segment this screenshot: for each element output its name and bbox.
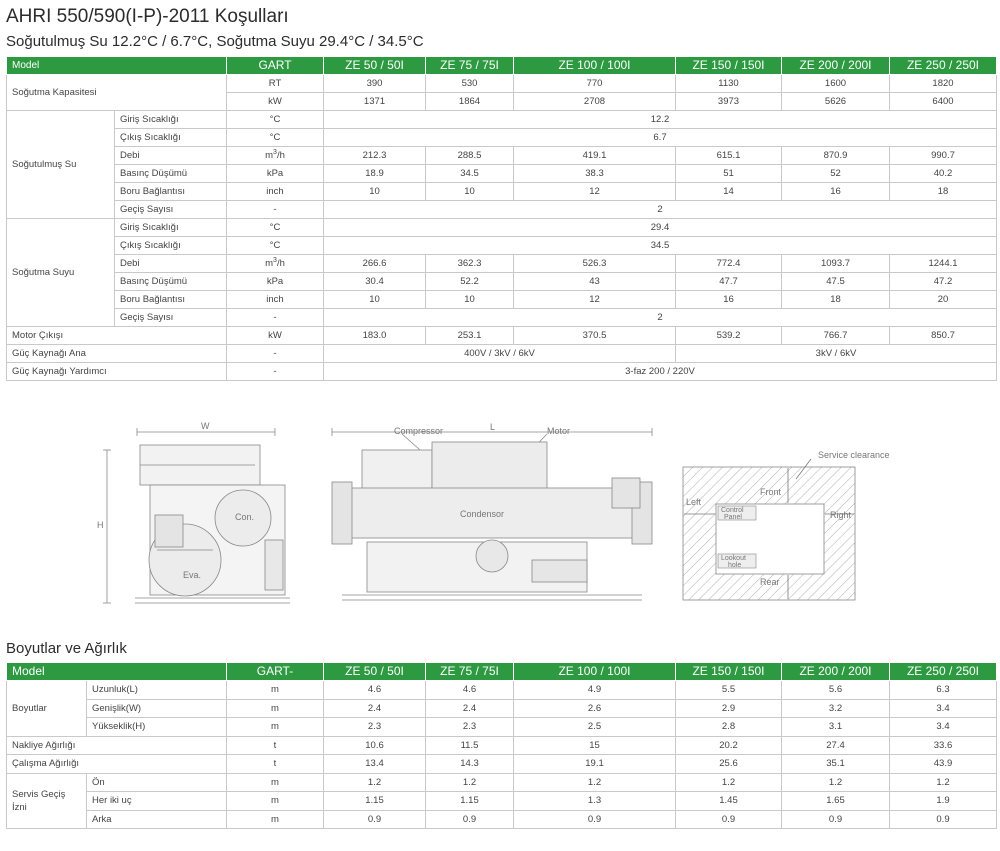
table-row: [7, 165, 997, 183]
value-cell: 1.2: [890, 773, 997, 792]
dim-h-label: H: [97, 520, 104, 530]
value-cell: 362.3: [426, 255, 514, 273]
value-cell: 2.8: [676, 718, 782, 737]
header-model-5: ZE 200 / 200I: [782, 663, 890, 681]
value-cell: 850.7: [890, 327, 997, 345]
value-cell: 3.4: [890, 699, 997, 718]
table-row: [7, 810, 997, 829]
unit-cell: -: [227, 309, 324, 327]
row-label: Ön: [87, 773, 227, 792]
row-label: Motor Çıkışı: [7, 327, 227, 345]
header-model-1: ZE 50 / 50I: [324, 663, 426, 681]
header-model: Model: [7, 663, 227, 681]
value-cell: 43: [514, 273, 676, 291]
value-cell: 4.6: [426, 681, 514, 700]
value-cell: 3973: [676, 93, 782, 111]
unit-cell: °C: [227, 219, 324, 237]
table-row: [7, 75, 997, 93]
page-subtitle: Soğutulmuş Su 12.2°C / 6.7°C, Soğutma Suyu 29.4°C / 34.5°C: [6, 33, 424, 50]
table-row: [7, 147, 997, 165]
value-cell: 47.5: [782, 273, 890, 291]
value-cell: 34.5: [324, 237, 997, 255]
unit-cell: -: [227, 363, 324, 381]
motor-label: Motor: [547, 426, 571, 436]
value-cell: 0.9: [676, 810, 782, 829]
value-cell: 1.65: [782, 792, 890, 811]
unit-cell: t: [227, 755, 324, 774]
value-cell: 6.3: [890, 681, 997, 700]
dims-heading: Boyutlar ve Ağırlık: [6, 640, 127, 657]
unit-base: m: [265, 258, 274, 269]
eva-label: Eva.: [183, 570, 202, 580]
value-cell: 615.1: [676, 147, 782, 165]
unit-cell: m: [227, 773, 324, 792]
value-cell: 0.9: [426, 810, 514, 829]
value-cell: 30.4: [324, 273, 426, 291]
value-cell: 20: [890, 291, 997, 309]
value-cell: 6400: [890, 93, 997, 111]
row-label: Geçiş Sayısı: [115, 309, 227, 327]
value-cell: 1.2: [514, 773, 676, 792]
header-model-2: ZE 75 / 75I: [426, 663, 514, 681]
value-cell: 14: [676, 183, 782, 201]
table-row: [7, 273, 997, 291]
spec-header-row: [7, 57, 997, 75]
value-cell: 870.9: [782, 147, 890, 165]
value-cell: 3.2: [782, 699, 890, 718]
value-cell: 1.45: [676, 792, 782, 811]
group-label: Boyutlar: [7, 681, 87, 737]
value-cell: 13.4: [324, 755, 426, 774]
header-model-4: ZE 150 / 150I: [676, 663, 782, 681]
unit-cell: °C: [227, 111, 324, 129]
value-cell: 15: [514, 736, 676, 755]
value-cell: 1371: [324, 93, 426, 111]
unit-cell: -: [227, 345, 324, 363]
con-label: Con.: [235, 512, 255, 522]
value-cell: 266.6: [324, 255, 426, 273]
value-cell: 5626: [782, 93, 890, 111]
dim-l-label: L: [490, 422, 496, 432]
value-cell: 2.9: [676, 699, 782, 718]
header-model-3: ZE 100 / 100I: [514, 57, 676, 75]
value-cell: 4.6: [324, 681, 426, 700]
left-label: Left: [686, 497, 702, 507]
value-cell: 10: [324, 291, 426, 309]
unit-cell: m: [227, 681, 324, 700]
service-clearance-label: Service clearance: [818, 450, 890, 460]
unit-cell: m: [227, 792, 324, 811]
unit-cell: [227, 255, 324, 273]
value-cell: 1.3: [514, 792, 676, 811]
row-label: Genişlik(W): [87, 699, 227, 718]
header-model-6: ZE 250 / 250I: [890, 57, 997, 75]
value-cell: 0.9: [514, 810, 676, 829]
value-cell: 2708: [514, 93, 676, 111]
value-cell: 16: [782, 183, 890, 201]
value-cell: 33.6: [890, 736, 997, 755]
value-cell: 18: [890, 183, 997, 201]
value-cell: 3.4: [890, 718, 997, 737]
row-label: Debi: [115, 255, 227, 273]
lookout-label-1: Lookout: [721, 555, 746, 562]
value-cell: 34.5: [426, 165, 514, 183]
row-label: Yükseklik(H): [87, 718, 227, 737]
value-cell: 18: [782, 291, 890, 309]
svc-label-2: İzni: [12, 801, 27, 813]
control-panel-label-1: Control: [721, 507, 744, 514]
row-label: Nakliye Ağırlığı: [7, 736, 227, 755]
unit-cell: m: [227, 718, 324, 737]
value-cell: 370.5: [514, 327, 676, 345]
table-row: [7, 736, 997, 755]
unit-cell: inch: [227, 291, 324, 309]
value-cell: 400V / 3kV / 6kV: [324, 345, 676, 363]
spec-table: [6, 56, 997, 381]
value-cell: 2.4: [324, 699, 426, 718]
value-cell: 2.3: [324, 718, 426, 737]
value-cell: 5.5: [676, 681, 782, 700]
value-cell: 52: [782, 165, 890, 183]
value-cell: 526.3: [514, 255, 676, 273]
value-cell: 1093.7: [782, 255, 890, 273]
dims-header-row: [7, 663, 997, 681]
value-cell: 12: [514, 291, 676, 309]
unit-cell: kW: [227, 327, 324, 345]
table-row: [7, 309, 997, 327]
unit-cell: m: [227, 699, 324, 718]
value-cell: 2.4: [426, 699, 514, 718]
value-cell: 40.2: [890, 165, 997, 183]
table-row: [7, 291, 997, 309]
dims-table: [6, 662, 997, 829]
table-row: [7, 792, 997, 811]
value-cell: 27.4: [782, 736, 890, 755]
table-row: [7, 327, 997, 345]
right-label: Right: [830, 510, 852, 520]
table-row: [7, 773, 997, 792]
value-cell: 2.5: [514, 718, 676, 737]
value-cell: 10: [426, 183, 514, 201]
value-cell: 1.2: [676, 773, 782, 792]
value-cell: 766.7: [782, 327, 890, 345]
value-cell: 183.0: [324, 327, 426, 345]
table-row: [7, 111, 997, 129]
table-row: [7, 681, 997, 700]
value-cell: 2: [324, 309, 997, 327]
table-row: [7, 363, 997, 381]
value-cell: 19.1: [514, 755, 676, 774]
value-cell: 10.6: [324, 736, 426, 755]
value-cell: 253.1: [426, 327, 514, 345]
row-label: Her iki uç: [87, 792, 227, 811]
value-cell: 3-faz 200 / 220V: [324, 363, 997, 381]
end-view-drawing: [95, 420, 300, 615]
unit-cell: -: [227, 201, 324, 219]
header-model-4: ZE 150 / 150I: [676, 57, 782, 75]
header-model-2: ZE 75 / 75I: [426, 57, 514, 75]
value-cell: 18.9: [324, 165, 426, 183]
compressor-label: Compressor: [394, 426, 444, 436]
group-label: Soğutulmuş Su: [7, 111, 115, 219]
value-cell: 43.9: [890, 755, 997, 774]
value-cell: 10: [426, 291, 514, 309]
control-panel-label-2: Panel: [724, 514, 742, 521]
value-cell: 539.2: [676, 327, 782, 345]
dim-w-label: W: [201, 421, 210, 431]
table-row: [7, 201, 997, 219]
group-label: Soğutma Suyu: [7, 219, 115, 327]
lookout-label-2: hole: [728, 562, 742, 569]
row-label: Boru Bağlantısı: [115, 291, 227, 309]
row-label: Giriş Sıcaklığı: [115, 219, 227, 237]
page-title: AHRI 550/590(I-P)-2011 Koşulları: [6, 6, 289, 27]
value-cell: 390: [324, 75, 426, 93]
value-cell: 2.3: [426, 718, 514, 737]
table-row: [7, 183, 997, 201]
row-label: Uzunluk(L): [87, 681, 227, 700]
table-row: [7, 755, 997, 774]
value-cell: 12.2: [324, 111, 997, 129]
value-cell: 419.1: [514, 147, 676, 165]
table-row: [7, 345, 997, 363]
row-label: Geçiş Sayısı: [115, 201, 227, 219]
value-cell: 12: [514, 183, 676, 201]
unit-cell: °C: [227, 237, 324, 255]
value-cell: 288.5: [426, 147, 514, 165]
unit-cell: RT: [227, 75, 324, 93]
service-clearance-drawing: [678, 442, 903, 607]
value-cell: 38.3: [514, 165, 676, 183]
value-cell: 25.6: [676, 755, 782, 774]
value-cell: 530: [426, 75, 514, 93]
unit-cell: [227, 147, 324, 165]
condensor-label: Condensor: [460, 509, 505, 519]
unit-cell: kPa: [227, 165, 324, 183]
value-cell: 1.9: [890, 792, 997, 811]
value-cell: 1.2: [782, 773, 890, 792]
row-label: Boru Bağlantısı: [115, 183, 227, 201]
table-row: [7, 219, 997, 237]
table-row: [7, 718, 997, 737]
unit-cell: inch: [227, 183, 324, 201]
group-label: [7, 773, 87, 829]
value-cell: 35.1: [782, 755, 890, 774]
value-cell: 2.6: [514, 699, 676, 718]
value-cell: 52.2: [426, 273, 514, 291]
front-label: Front: [760, 487, 782, 497]
table-row: [7, 255, 997, 273]
row-label: Giriş Sıcaklığı: [115, 111, 227, 129]
row-label: Soğutma Kapasitesi: [7, 75, 227, 111]
unit-tail: /h: [276, 150, 285, 161]
value-cell: 6.7: [324, 129, 997, 147]
value-cell: 1820: [890, 75, 997, 93]
row-label: Güç Kaynağı Ana: [7, 345, 227, 363]
unit-cell: t: [227, 736, 324, 755]
value-cell: 0.9: [782, 810, 890, 829]
value-cell: 1.2: [426, 773, 514, 792]
row-label: Debi: [115, 147, 227, 165]
row-label: Çıkış Sıcaklığı: [115, 237, 227, 255]
table-row: [7, 699, 997, 718]
value-cell: 3.1: [782, 718, 890, 737]
value-cell: 990.7: [890, 147, 997, 165]
value-cell: 29.4: [324, 219, 997, 237]
value-cell: 5.6: [782, 681, 890, 700]
value-cell: 772.4: [676, 255, 782, 273]
value-cell: 47.2: [890, 273, 997, 291]
value-cell: 16: [676, 291, 782, 309]
value-cell: 1864: [426, 93, 514, 111]
unit-cell: m: [227, 810, 324, 829]
header-model-5: ZE 200 / 200I: [782, 57, 890, 75]
header-model-3: ZE 100 / 100I: [514, 663, 676, 681]
rear-label: Rear: [760, 577, 780, 587]
unit-cell: kW: [227, 93, 324, 111]
value-cell: 0.9: [324, 810, 426, 829]
unit-sup: 3: [273, 256, 277, 264]
header-model: Model: [7, 57, 227, 75]
value-cell: 212.3: [324, 147, 426, 165]
row-label: Çıkış Sıcaklığı: [115, 129, 227, 147]
value-cell: 2: [324, 201, 997, 219]
side-view-drawing: [322, 420, 662, 615]
header-model-1: ZE 50 / 50I: [324, 57, 426, 75]
table-row: [7, 129, 997, 147]
value-cell: 11.5: [426, 736, 514, 755]
value-cell: 14.3: [426, 755, 514, 774]
header-model-6: ZE 250 / 250I: [890, 663, 997, 681]
value-cell: 0.9: [890, 810, 997, 829]
value-cell: 770: [514, 75, 676, 93]
header-gart: GART-: [227, 663, 324, 681]
row-label: Arka: [87, 810, 227, 829]
header-gart: GART: [227, 57, 324, 75]
svc-label-1: Servis Geçiş: [12, 788, 66, 800]
value-cell: 3kV / 6kV: [676, 345, 997, 363]
row-label: Basınç Düşümü: [115, 273, 227, 291]
value-cell: 20.2: [676, 736, 782, 755]
unit-cell: °C: [227, 129, 324, 147]
row-label: Güç Kaynağı Yardımcı: [7, 363, 227, 381]
unit-base: m: [265, 150, 274, 161]
row-label: Basınç Düşümü: [115, 165, 227, 183]
value-cell: 51: [676, 165, 782, 183]
unit-cell: kPa: [227, 273, 324, 291]
value-cell: 47.7: [676, 273, 782, 291]
unit-tail: /h: [276, 258, 285, 269]
value-cell: 10: [324, 183, 426, 201]
value-cell: 1.2: [324, 773, 426, 792]
value-cell: 1.15: [426, 792, 514, 811]
value-cell: 1.15: [324, 792, 426, 811]
value-cell: 1600: [782, 75, 890, 93]
table-row: [7, 237, 997, 255]
value-cell: 1244.1: [890, 255, 997, 273]
value-cell: 4.9: [514, 681, 676, 700]
value-cell: 1130: [676, 75, 782, 93]
row-label: Çalışma Ağırlığı: [7, 755, 227, 774]
unit-sup: 3: [273, 148, 277, 156]
